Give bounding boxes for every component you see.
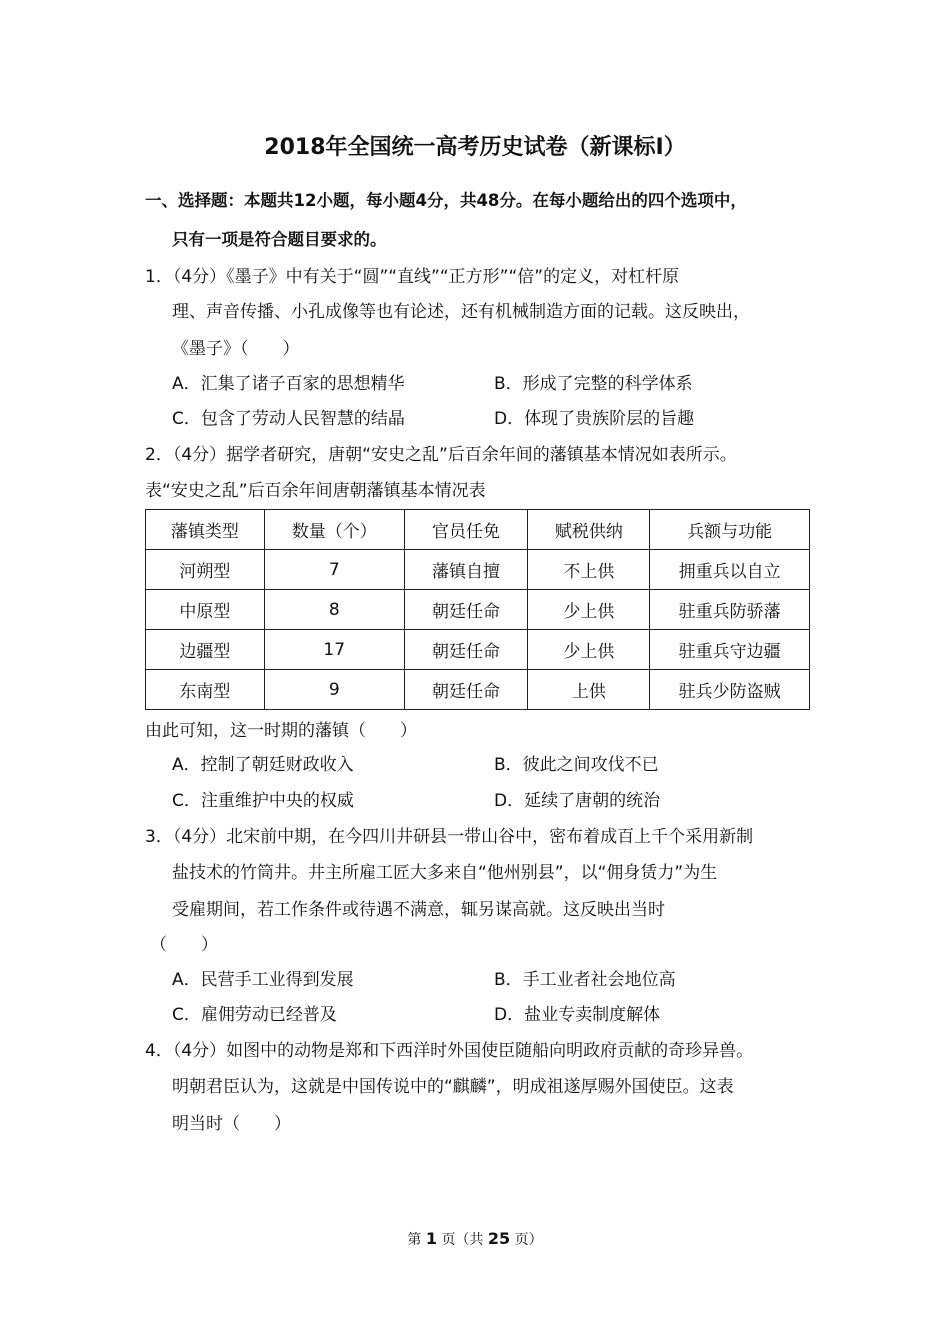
table-cell: 少上供 [528, 590, 650, 630]
table-cell: 驻重兵守边疆 [650, 630, 810, 670]
table-caption: 表“安史之乱”后百余年间唐朝藩镇基本情况表 [145, 481, 486, 501]
question-4-line-2: 明朝君臣认为，这就是中国传说中的“麒麟”，明成祖遂厚赐外国使臣。这表 [172, 1077, 734, 1097]
question-1-option-d: D．体现了贵族阶层的旨趣 [494, 409, 695, 429]
table-cell: 驻兵少防盗贼 [650, 670, 810, 710]
question-1-line-3: 《墨子》（ ） [172, 339, 300, 359]
footer-prefix: 第 [407, 1232, 422, 1248]
table-cell: 东南型 [146, 670, 265, 710]
footer-page-number: 1 [425, 1229, 437, 1248]
table-cell: 9 [264, 670, 404, 710]
table-row [146, 670, 810, 710]
question-1-option-b: B．形成了完整的科学体系 [494, 374, 693, 394]
question-2-option-d: D．延续了唐朝的统治 [494, 791, 661, 811]
question-1-option-a: A．汇集了诸子百家的思想精华 [172, 374, 405, 394]
fanzhen-table [145, 509, 810, 710]
table-cell: 8 [264, 590, 404, 630]
question-1-line-1: 1．（4分）《墨子》中有关于“圆”“直线”“正方形”“倍”的定义，对杠杆原 [145, 267, 680, 287]
question-4-line-1: 4．（4分）如图中的动物是郑和下西洋时外国使臣随船向明政府贡献的奇珍异兽。 [145, 1041, 754, 1061]
question-1-option-c: C．包含了劳动人民智慧的结晶 [172, 409, 405, 429]
footer-middle: 页（共 [441, 1232, 484, 1248]
table-row [146, 630, 810, 670]
question-3-line-3: 受雇期间，若工作条件或待遇不满意，辄另谋高就。这反映出当时 [172, 900, 665, 920]
table-cell: 上供 [528, 670, 650, 710]
section-heading-line2: 只有一项是符合题目要求的。 [172, 230, 387, 249]
question-2-option-a: A．控制了朝廷财政收入 [172, 755, 354, 775]
question-4-line-3: 明当时（ ） [172, 1114, 291, 1134]
table-cell: 拥重兵以自立 [650, 550, 810, 590]
table-cell: 17 [264, 630, 404, 670]
question-2-option-b: B．彼此之间攻伐不已 [494, 755, 659, 775]
table-cell: 少上供 [528, 630, 650, 670]
page-footer [0, 1229, 950, 1249]
table-header: 数量（个） [264, 510, 404, 550]
table-cell: 7 [264, 550, 404, 590]
table-cell: 藩镇自擅 [404, 550, 528, 590]
table-cell: 中原型 [146, 590, 265, 630]
page-title: 2018年全国统一高考历史试卷（新课标Ⅰ） [264, 135, 686, 160]
table-cell: 朝廷任命 [404, 630, 528, 670]
table-row [146, 590, 810, 630]
question-3-option-b: B．手工业者社会地位高 [494, 970, 676, 990]
question-3-line-1: 3．（4分）北宋前中期，在今四川井研县一带山谷中，密布着成百上千个采用新制 [145, 827, 754, 847]
question-3-option-c: C．雇佣劳动已经普及 [172, 1005, 337, 1025]
table-row [146, 550, 810, 590]
footer-total-pages: 25 [487, 1229, 511, 1248]
table-cell: 驻重兵防骄藩 [650, 590, 810, 630]
question-2-option-c: C．注重维护中央的权威 [172, 791, 354, 811]
table-header-row [146, 510, 810, 550]
question-1-line-2: 理、声音传播、小孔成像等也有论述，还有机械制造方面的记载。这反映出， [172, 302, 750, 322]
table-cell: 河朔型 [146, 550, 265, 590]
question-2-line-1: 2．（4分）据学者研究，唐朝“安史之乱”后百余年间的藩镇基本情况如表所示。 [145, 445, 737, 465]
table-header: 官员任免 [404, 510, 528, 550]
section-heading-line1: 一、选择题：本题共12小题，每小题4分，共48分。在每小题给出的四个选项中， [145, 191, 747, 210]
table-cell: 边疆型 [146, 630, 265, 670]
question-3-line-4: （ ） [150, 935, 218, 955]
table-cell: 朝廷任命 [404, 670, 528, 710]
question-2-stem-end: 由此可知，这一时期的藩镇（ ） [145, 721, 417, 741]
table-header: 藩镇类型 [146, 510, 265, 550]
table-header: 兵额与功能 [650, 510, 810, 550]
table-header: 赋税供纳 [528, 510, 650, 550]
question-3-option-a: A．民营手工业得到发展 [172, 970, 354, 990]
question-3-option-d: D．盐业专卖制度解体 [494, 1005, 661, 1025]
table-cell: 朝廷任命 [404, 590, 528, 630]
table-cell: 不上供 [528, 550, 650, 590]
footer-suffix: 页） [514, 1232, 543, 1248]
question-3-line-2: 盐技术的竹筒井。井主所雇工匠大多来自“他州别县”，以“佣身赁力”为生 [172, 863, 718, 883]
